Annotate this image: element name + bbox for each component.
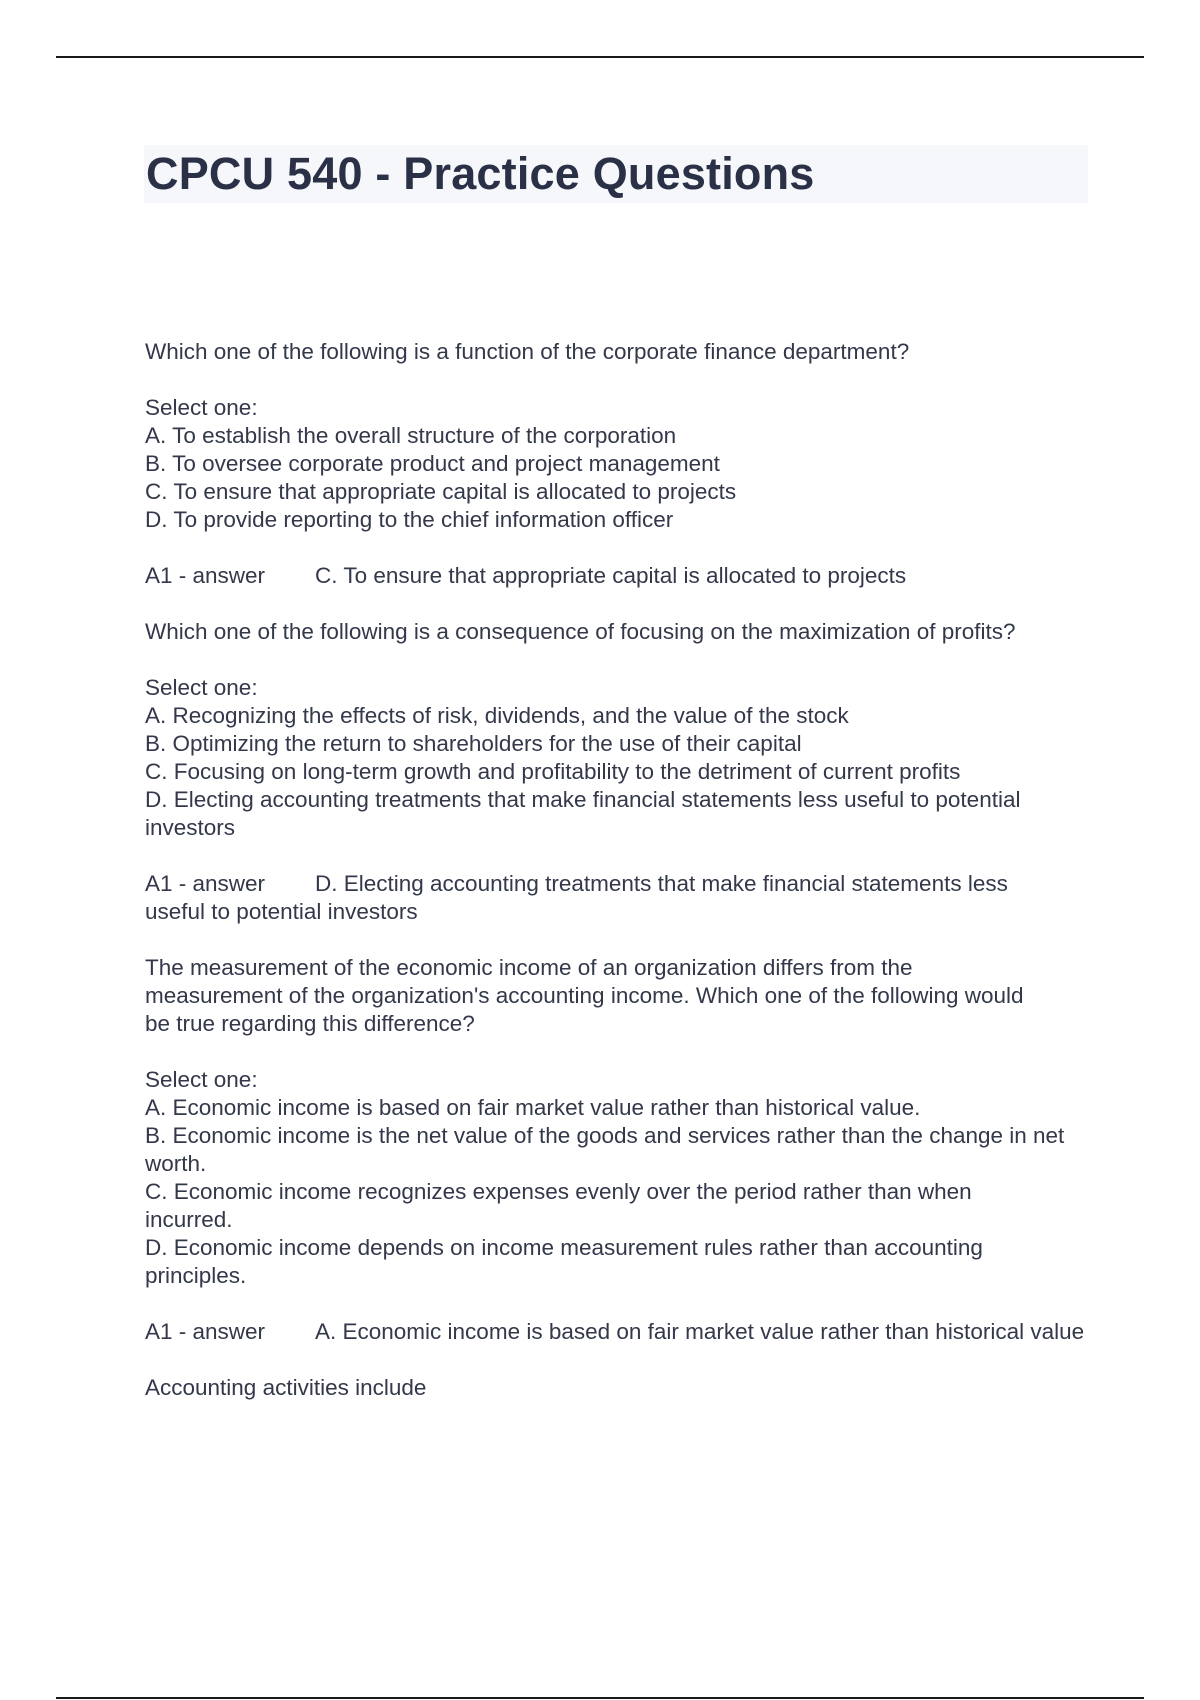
option-item: B. Economic income is the net value of the goods and services rather than the change in net worth. bbox=[145, 1123, 1065, 1176]
answer-text: A. Economic income is based on fair market value rather than historical value bbox=[315, 1319, 1085, 1344]
question-block bbox=[145, 954, 1095, 1374]
question-text: Which one of the following is a consequence of focusing on the maximization of profits? bbox=[145, 619, 1016, 644]
option-item: C. Economic income recognizes expenses evenly over the period rather than when incurred. bbox=[145, 1179, 972, 1232]
question-text: Accounting activities include bbox=[145, 1375, 427, 1400]
answer-text: C. To ensure that appropriate capital is allocated to projects bbox=[315, 563, 907, 588]
select-prompt: Select one: bbox=[145, 1067, 258, 1092]
answer-row bbox=[145, 1318, 1090, 1346]
option-item: A. Recognizing the effects of risk, dividends, and the value of the stock bbox=[145, 703, 849, 728]
answer-label: A1 - answer bbox=[145, 563, 266, 588]
answer-row bbox=[145, 870, 1065, 926]
option-item: A. Economic income is based on fair market value rather than historical value. bbox=[145, 1095, 921, 1120]
question-text: Which one of the following is a function of the corporate finance department? bbox=[145, 339, 910, 364]
answer-label: A1 - answer bbox=[145, 871, 266, 896]
option-item: A. To establish the overall structure of the corporation bbox=[145, 423, 677, 448]
top-divider bbox=[56, 56, 1144, 58]
option-item: C. Focusing on long-term growth and profitability to the detriment of current profits bbox=[145, 759, 961, 784]
page-title: CPCU 540 - Practice Questions bbox=[146, 148, 815, 199]
bottom-divider bbox=[56, 1697, 1144, 1699]
answer-label: A1 - answer bbox=[145, 1319, 266, 1344]
question-block bbox=[145, 618, 1095, 954]
document-body bbox=[145, 338, 1095, 1402]
select-prompt: Select one: bbox=[145, 675, 258, 700]
option-item: D. Electing accounting treatments that make financial statements less useful to potential investors bbox=[145, 787, 1021, 840]
select-prompt: Select one: bbox=[145, 395, 258, 420]
question-block bbox=[145, 338, 1095, 618]
option-item: B. To oversee corporate product and project management bbox=[145, 451, 720, 476]
option-item: D. Economic income depends on income measurement rules rather than accounting principles. bbox=[145, 1235, 983, 1288]
option-item: B. Optimizing the return to shareholders for the use of their capital bbox=[145, 731, 802, 756]
answer-text: D. Electing accounting treatments that make financial statements less useful to potential investors bbox=[145, 871, 1008, 924]
option-item: C. To ensure that appropriate capital is allocated to projects bbox=[145, 479, 737, 504]
answer-row bbox=[145, 562, 1095, 590]
question-text: The measurement of the economic income of an organization differs from the measurement of the organization's accounting income. Which one of the following would be true regarding this difference? bbox=[145, 955, 1024, 1036]
option-item: D. To provide reporting to the chief information officer bbox=[145, 507, 674, 532]
